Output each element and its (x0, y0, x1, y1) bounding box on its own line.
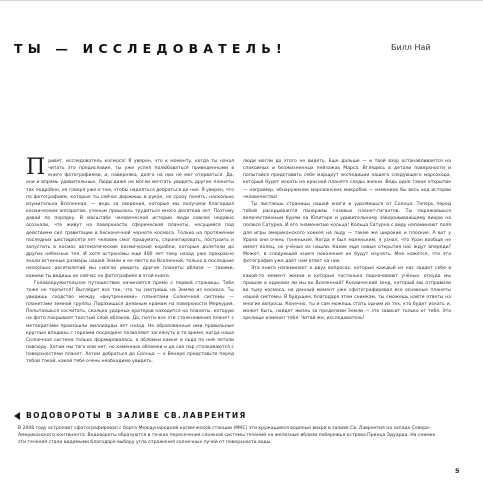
author-name: Билл Най (391, 43, 431, 52)
drop-cap: П (26, 155, 46, 180)
caption-text: В 2008 году астронавт сфотографировал с борта Международной космической станции (МКС) эти кружащиеся водяные вихри в заливе Св. Лаврентия на западе Северо-Американского континента. Водовороты образуются в точках пересечения сложной системы течений на железные вблизи побережья острова Принца Эдуарда. На снимке эти течения стали видимыми благодаря выбору угла отражения солнечных лучей от поверхности воды. (18, 426, 436, 446)
page-title: ТЫ — ИССЛЕДОВАТЕЛЬ! (14, 41, 287, 56)
caption-title: ВОДОВОРОТЫ В ЗАЛИВЕ СВ.ЛАВРЕНТИЯ (26, 411, 247, 420)
article-paragraph: Головокружительное путешествие начинается прямо с первой страницы. Тебе тоже не терпится? Выглядит все так, что ты смотришь на Землю из космоса. Ты увидишь сходство между «внутренними» планетами Солнечной системы — планетами земной группы. Поразишься дневным крамам на поверхности Меркурия. Попытаешься сосчитать, сколько ударных кратеров находится на планеты, которую на фото покрывает толстый слой облаков. Да, почти все эти столкновения планет с метеоритами произошли миллиарды лет назад. Но образованные ими правильные круглые впадины с горками посредине позволяют заглянуть в то время, когда наша Солнечная система только формировалась, а обломки камня и льда по ней летали повсюду. Хотим мы того или нет, но каменные обломки и до сих пор сталкиваются с поверхностями планет. Хотим добраться до Солнца — к Венере представьте перед тобой такой, какой тебе очень необходимо увидеть. (26, 280, 234, 365)
article-paragraph: люди могли до этого не видеть. Еще дальше — и твой взор останавливается на спокойных и безжизненных пейзажах Марса. Вглядись в детали поверхности и попытайся представить себе маршрут экспедиции нашего следующего марсохода, который будет искать на красной планете следы жизни. Ведь одно такое открытие — например, обнаружение марсианских микробов — изменило бы весь ход истории человечества! (243, 159, 451, 200)
caption-header (14, 411, 247, 420)
article-body (26, 155, 451, 366)
article-column-right (243, 158, 451, 366)
paragraph-text: ривет, исследователь космоса! Я уверен, что к моменту, когда ты начал читать это предисловие, ты уже успел полюбоваться приведенными в книге фотографиями, и, наверняка, долго на них не мог оторваться. Да, они и впрямь удивительные. Люди даже не могли мечтать увидеть другие планеты так подробно, не говоря уже о том, чтобы надеяться добраться до них. Я уверен, что по фотографиям, которые ты сейчас держишь в руках, не сразу понять, насколько изумительна Вселенная, — ведь за сведения, которые мы получили благодаря космическим аппаратам, ученым пришлось трудиться много десятков лет. Поэтому давай по порядку. В масштабе человеческой истории люди совсем недавно осознали, что живут на поверхности сферической планеты, несущейся под действием сил гравитации в бесконечной черноте космоса. Только на протяжении последних шестидесяти лет человек смог придумать, спроектировать, построить и запустить в космос автоматические космические корабли, которые долетели до других небесных тел. И хотя астрономы еще 400 лет тому назад уже прекрасно знали истинные размеры нашей Земли и ее место во Вселенной, только в последние несколько десятилетий мы смогли увидеть другие планеты вблизи — такими, какими ты видишь их сейчас на фотографиях в этой книге. (26, 159, 234, 279)
page-number: 5 (455, 467, 460, 475)
article-column-left (26, 155, 234, 366)
article-paragraph (26, 155, 234, 280)
triangle-pointer-icon (14, 412, 20, 420)
article-paragraph: Эта книга напоминает о двух вопросах, которые каждый из нас задает себе в какой-то момент жизни и которые частенько подначивают учёных: откуда мы пришли и одиноки ли мы во Вселенной? Космический зонд, который мы отправили во тьму космоса, на данный момент уже сфотографировал все основные планеты нашей системы. В будущем, благодаря этим снимкам, ты сможешь найти ответы на многие вопросы. Конечно, ты и сам можешь стать одним из тех, кто будет искать и, может быть, найдет жизнь за пределами Земли — это зависит только от тебя. Это зрелище изменит тебя. Читай же, исследователь! (243, 266, 451, 322)
article-paragraph: Ты листаешь страницы нашей книги и удаляешься от Солнца. Теперь перед тобой раскрываются панорамы газовых планет-гигантов. Ты поражаешься величественным бурям на Юпитере и удивительному завораживающему вихрю на полюсе Сатурна. И его знаменитые кольца! Кольца Сатурна с виду напоминают поля для игры американского хоккея на льду — такие же широкие и плоские. А вот у Урана они очень тоненькие. Когда я был маленьким, я узнал, что Уран вообще не имеет колец, но учёные их нашли. Какие еще новые открытия нас ждут впереди? Может, в следующей книге поколения их будут изучать. Мне кажется, что эта фотография уже даёт нам ответ на них. (243, 201, 451, 265)
